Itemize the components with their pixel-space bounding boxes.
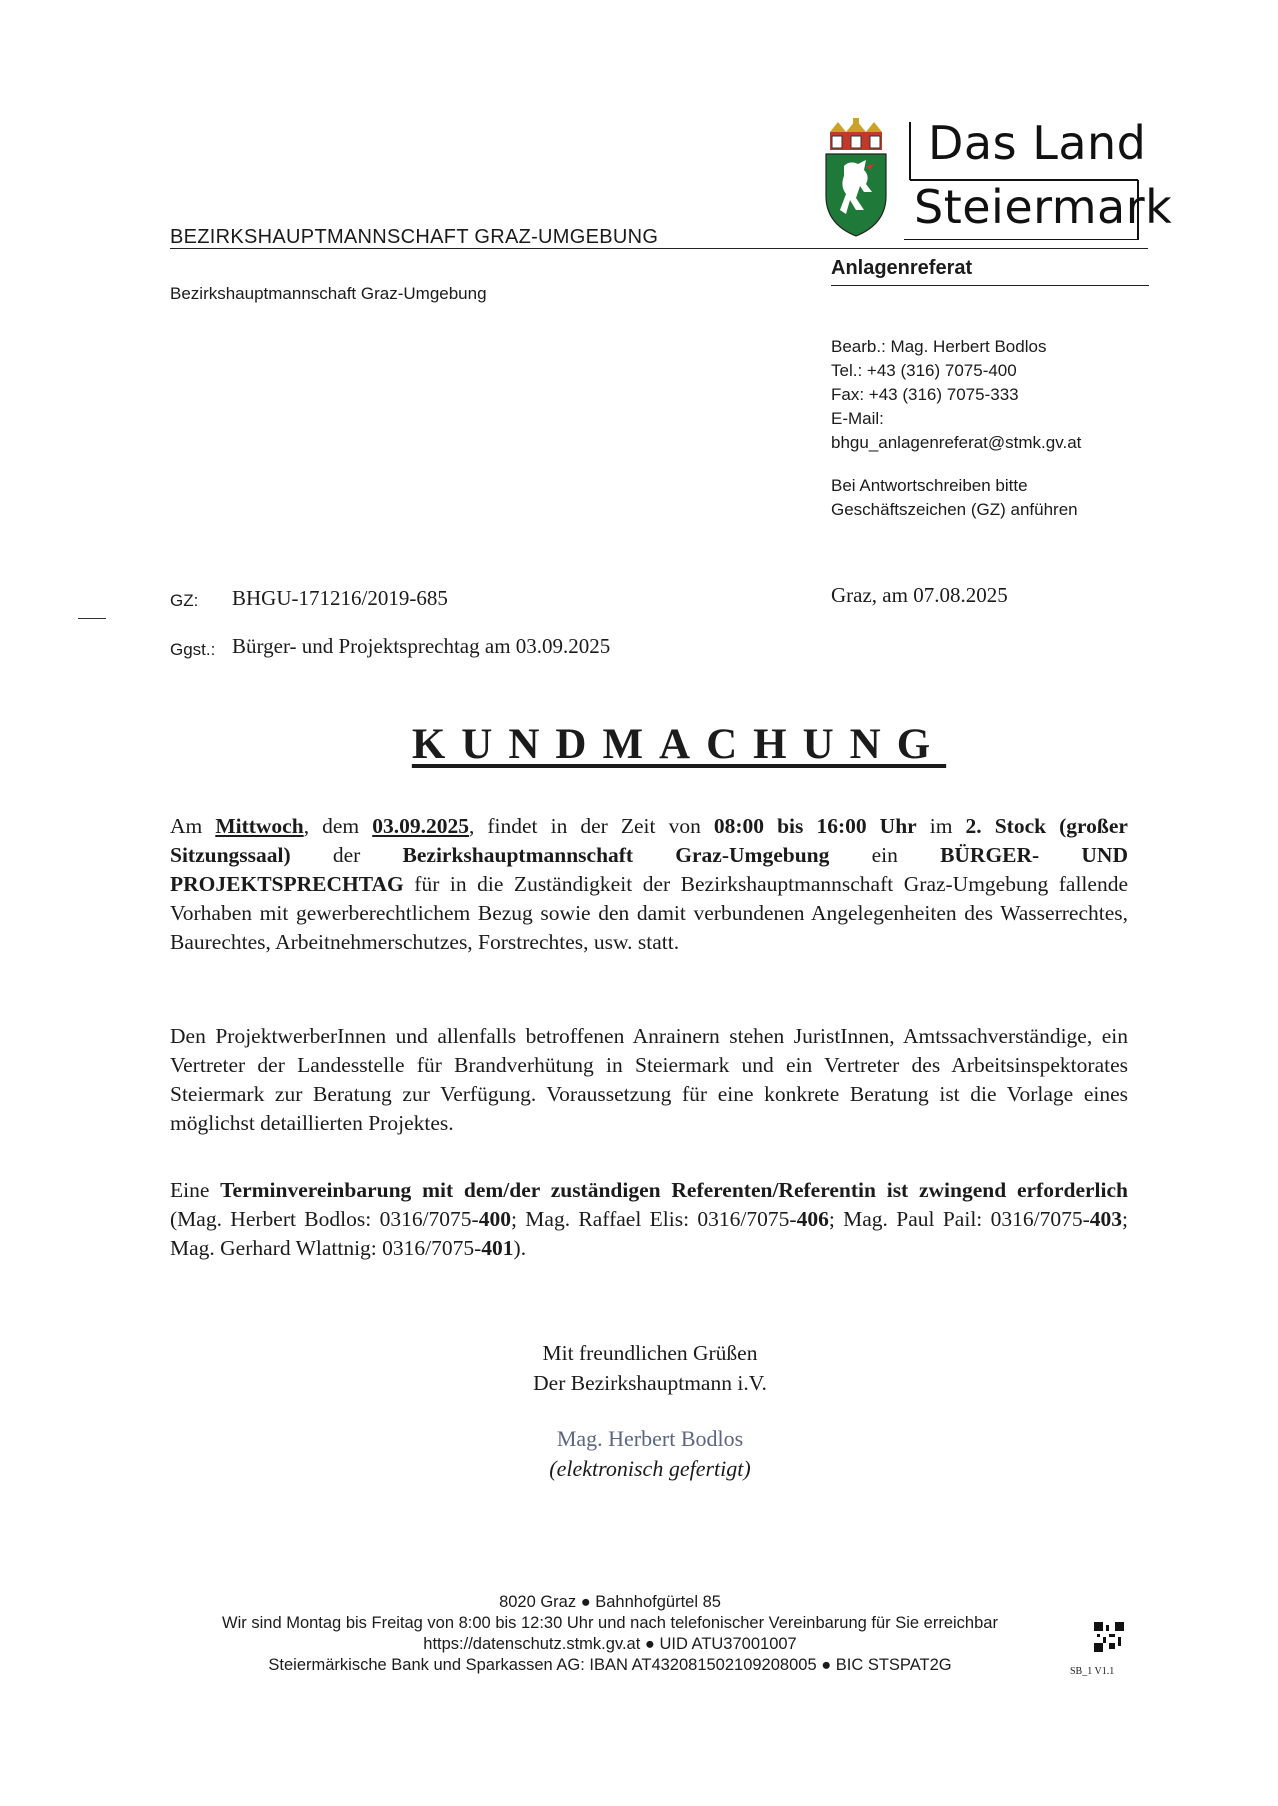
- department-name: Anlagenreferat: [831, 257, 973, 279]
- p1-text: , dem: [303, 814, 373, 838]
- footer-bank: Steiermärkische Bank und Sparkassen AG: IBAN AT432081502109208005 ● BIC STSPAT2G: [268, 1656, 952, 1674]
- department-divider: [831, 285, 1149, 286]
- closing: [500, 1338, 800, 1398]
- p1-text: ein: [829, 843, 941, 867]
- contact-tel: Tel.: +43 (316) 7075-400: [831, 361, 1017, 380]
- contact-fax: Fax: +43 (316) 7075-333: [831, 385, 1019, 404]
- fold-mark: [78, 618, 106, 619]
- p3-text: Eine: [170, 1178, 221, 1202]
- closing-role: Der Bezirkshauptmann i.V.: [533, 1371, 767, 1395]
- qr-code-icon: [1094, 1622, 1124, 1652]
- p3-emphasis: Terminvereinbarung mit dem/der zuständigen Referenten/Referentin ist zwingend erforderlich: [220, 1178, 1128, 1202]
- p1-text: Am: [170, 814, 216, 838]
- p1-authority: Bezirkshauptmannschaft Graz-Umgebung: [402, 843, 830, 867]
- p3-text: ).: [513, 1236, 527, 1260]
- contact-email: bhgu_anlagenreferat@stmk.gv.at: [831, 433, 1082, 452]
- p3-text: ; Mag. Gerhard Wlattnig: 0316/7075-: [170, 1207, 1128, 1260]
- subject-label: Ggst.:: [170, 640, 216, 659]
- p1-text: für in die Zuständigkeit der Bezirkshauptmannschaft Graz-Umgebung fallende Vorhaben mit gewerberechtlichem Bezug sowie den damit verbundenen Angelegenheiten des Wasserrechtes, Baurechtes, Arbeitnehmerschutzes, Forstrechtes, usw. statt.: [170, 872, 1128, 954]
- footer-privacy: https://datenschutz.stmk.gv.at ● UID ATU37001007: [423, 1635, 797, 1653]
- document-title: KUNDMACHUNG: [411, 721, 947, 768]
- contact-handler: Bearb.: Mag. Herbert Bodlos: [831, 337, 1047, 356]
- sender-address: Bezirkshauptmannschaft Graz-Umgebung: [170, 284, 487, 303]
- p3-extension: 403: [1089, 1207, 1123, 1231]
- p3-text: (Mag. Herbert Bodlos: 0316/7075-: [170, 1207, 479, 1231]
- coat-of-arms-icon: [820, 118, 892, 238]
- contact-block: [831, 335, 1081, 455]
- p3-extension: 401: [481, 1236, 514, 1260]
- header-divider: [170, 248, 1148, 249]
- reply-note-line-1: Bei Antwortschreiben bitte: [831, 476, 1028, 495]
- footer-address: 8020 Graz ● Bahnhofgürtel 85: [499, 1593, 721, 1611]
- footer: [150, 1592, 1070, 1676]
- p3-text: ; Mag. Paul Pail: 0316/7075-: [828, 1207, 1090, 1231]
- subject-value: Bürger- und Projektsprechtag am 03.09.2025: [232, 634, 611, 658]
- p1-event: BÜRGER- UND PROJEKTSPRECHTAG: [170, 843, 1128, 896]
- footer-hours: Wir sind Montag bis Freitag von 8:00 bis 12:30 Uhr und nach telefonischer Vereinbarung für Sie erreichbar: [222, 1614, 998, 1632]
- brand-line-1: Das Land: [928, 116, 1147, 170]
- signature-name: Mag. Herbert Bodlos: [556, 1426, 744, 1451]
- paragraph-consultation: Den ProjektwerberInnen und allenfalls betroffenen Anrainern stehen JuristInnen, Amtssachverständige, ein Vertreter der Landesstelle für Brandverhütung in Steiermark und ein Vertreter des Arbeitsinspektorates Steiermark zur Beratung zur Verfügung. Voraussetzung für eine konkrete Beratung ist die Vorlage eines möglichst detaillierten Projektes.: [170, 1024, 1128, 1135]
- reply-note-line-2: Geschäftszeichen (GZ) anführen: [831, 500, 1078, 519]
- p1-weekday: Mittwoch: [215, 814, 304, 838]
- p3-extension: 406: [796, 1207, 829, 1231]
- form-code: SB_1 V1.1: [1070, 1666, 1115, 1677]
- p3-extension: 400: [478, 1207, 511, 1231]
- p1-time: 08:00 bis 16:00 Uhr: [713, 814, 917, 838]
- p1-text: , findet in der Zeit von: [468, 814, 714, 838]
- signature-block: [500, 1424, 800, 1484]
- gz-label: GZ:: [170, 591, 199, 610]
- p1-text: im: [916, 814, 966, 838]
- closing-greeting: Mit freundlichen Grüßen: [542, 1341, 758, 1365]
- paragraph-appointment: [170, 1176, 1128, 1263]
- signature-note: (elektronisch gefertigt): [549, 1456, 751, 1481]
- land-steiermark-logo: [820, 112, 1173, 242]
- paragraph-announcement: [170, 812, 1128, 957]
- reply-note: [831, 474, 1078, 522]
- gz-value: BHGU-171216/2019-685: [232, 586, 448, 610]
- p1-text: der: [290, 843, 403, 867]
- brand-line-2: Steiermark: [914, 180, 1173, 234]
- p1-location: 2. Stock (großer Sitzungssaal): [170, 814, 1128, 867]
- document-date: Graz, am 07.08.2025: [831, 583, 1008, 607]
- authority-header: BEZIRKSHAUPTMANNSCHAFT GRAZ-UMGEBUNG: [170, 226, 659, 248]
- contact-email-label: E-Mail:: [831, 409, 884, 428]
- p3-text: ; Mag. Raffael Elis: 0316/7075-: [510, 1207, 797, 1231]
- p1-date: 03.09.2025: [372, 814, 469, 838]
